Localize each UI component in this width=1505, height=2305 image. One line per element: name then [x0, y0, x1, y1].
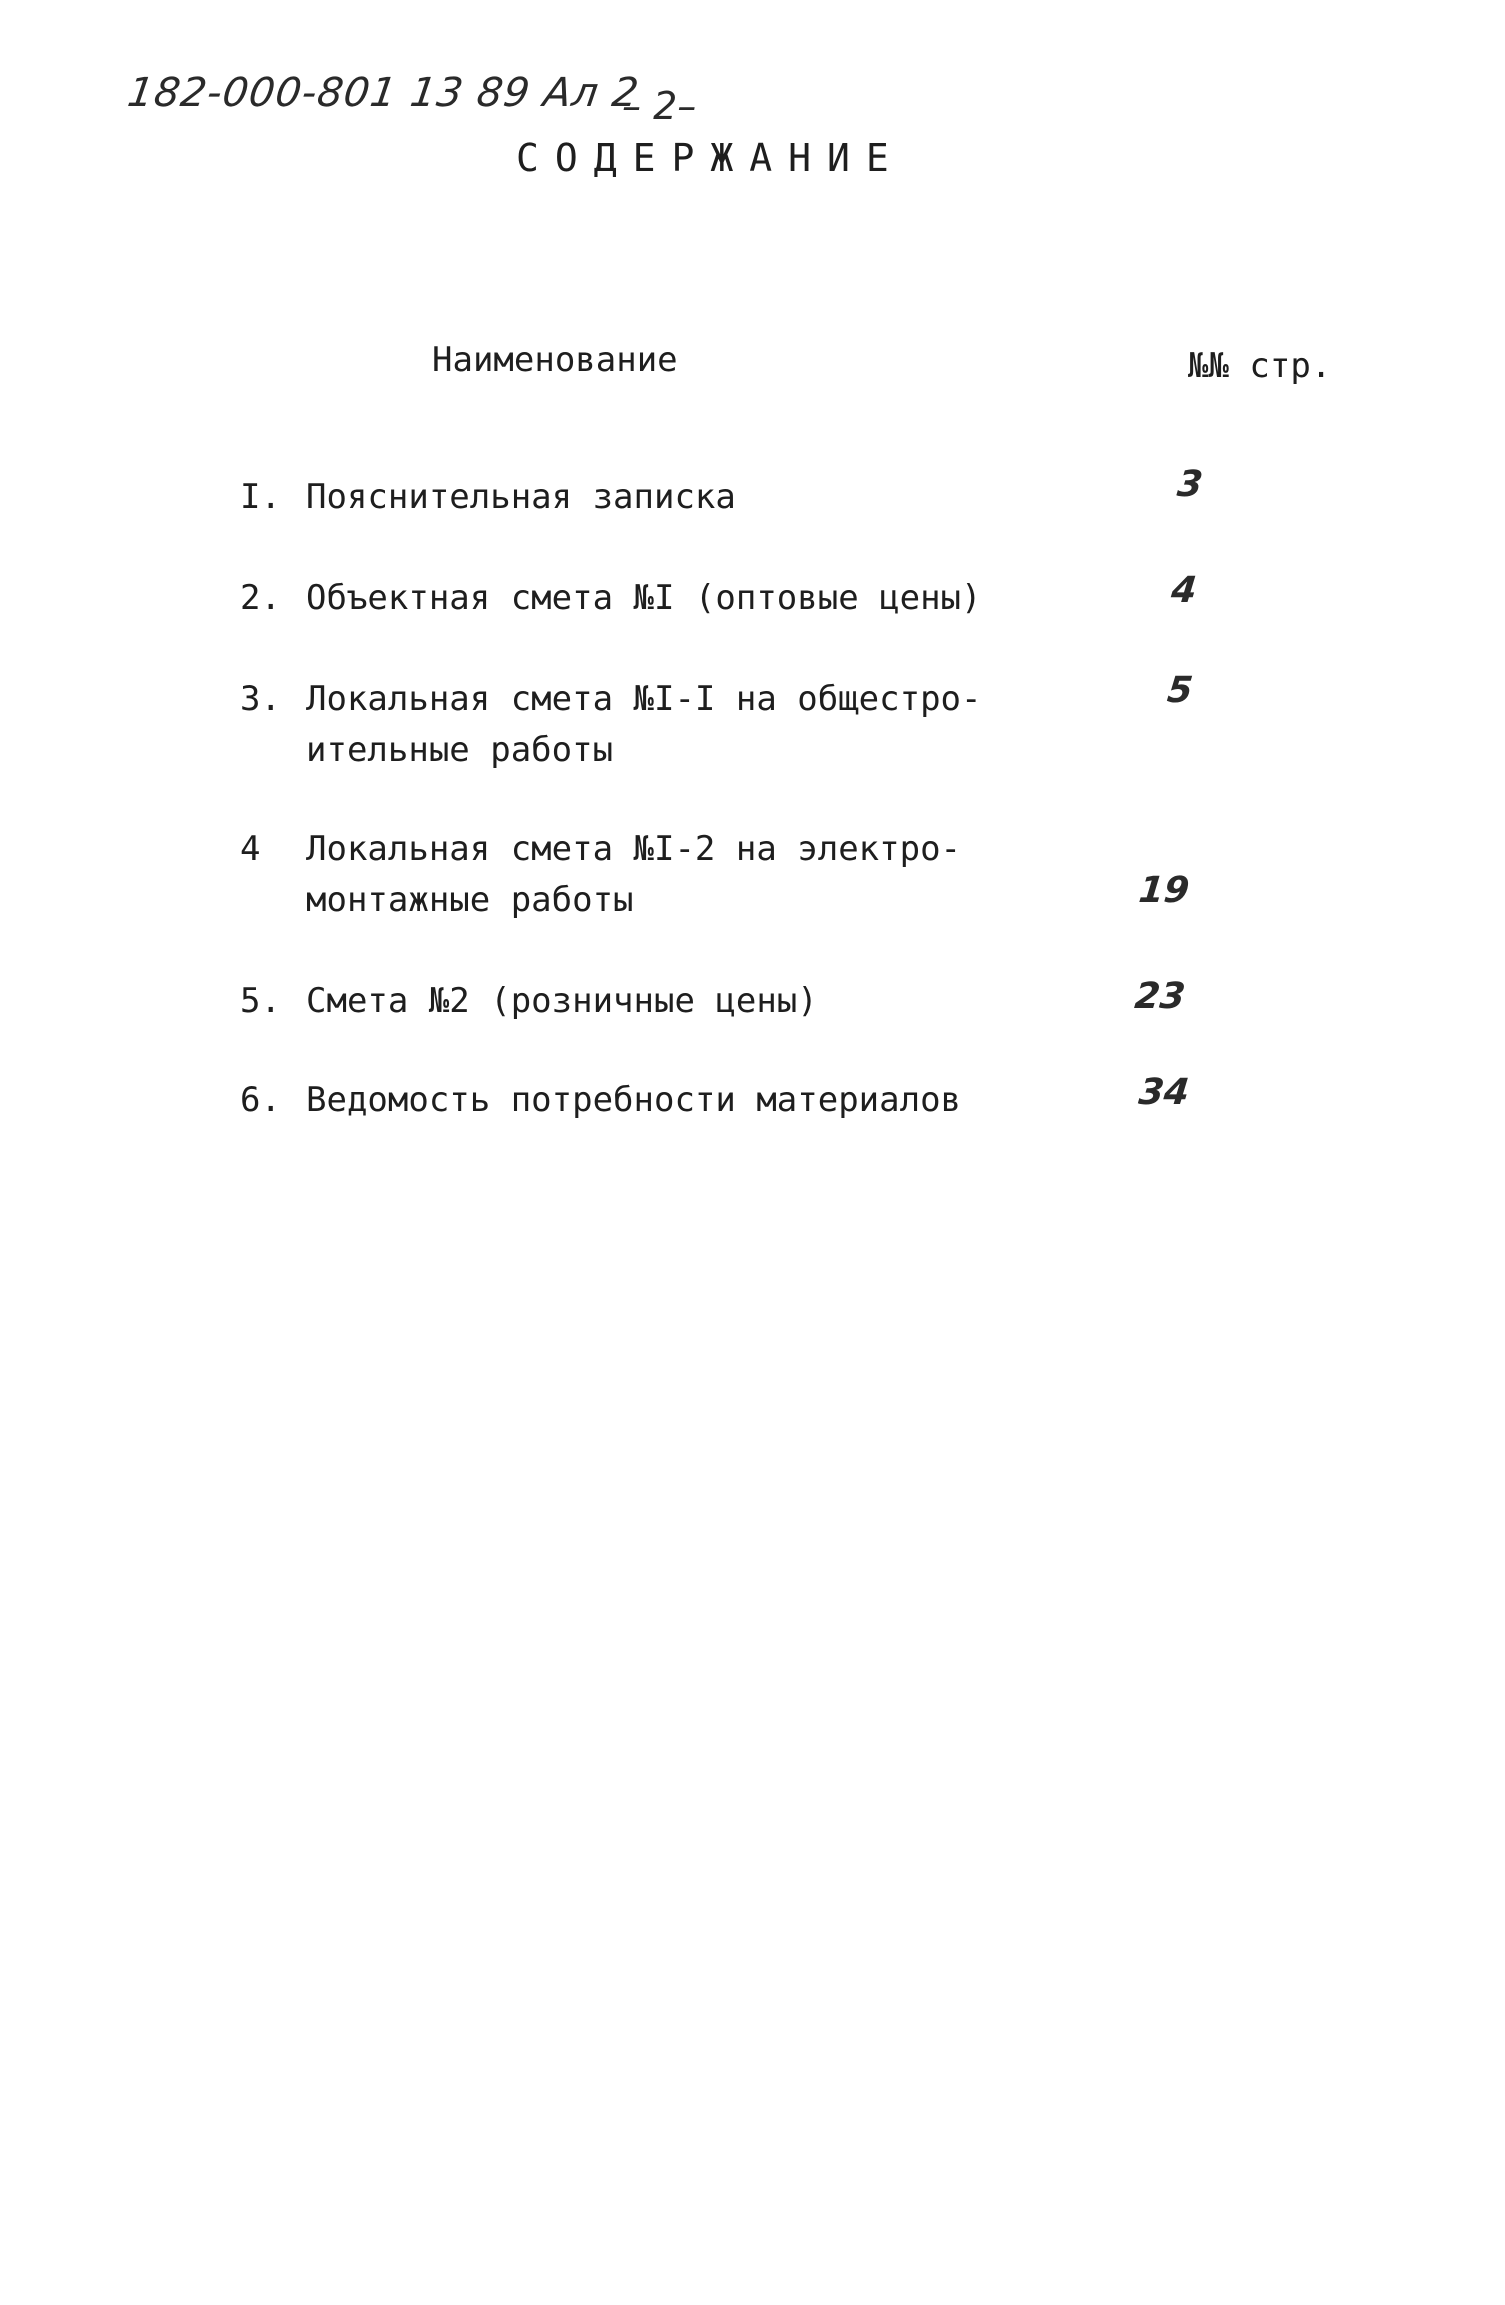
- toc-item-page: 4: [1169, 570, 1199, 611]
- toc-item-title: Ведомость потребности материалов: [306, 1080, 962, 1120]
- toc-item-page: 19: [1136, 870, 1192, 911]
- toc-item-title: Локальная смета №I-I на общестро- ительные работы: [306, 679, 982, 770]
- toc-item-number: 4: [240, 829, 261, 869]
- toc-item-number: 5.: [240, 981, 281, 1021]
- document-code: 182-000-801 13 89 Ал 2: [124, 70, 643, 116]
- toc-item-page: 5: [1165, 670, 1195, 711]
- toc-item-page: 23: [1132, 976, 1188, 1017]
- toc-item-page: 34: [1136, 1072, 1192, 1113]
- toc-header-page: №№ стр.: [1188, 346, 1332, 386]
- toc-item-number: I.: [240, 477, 281, 517]
- toc-item-number: 6.: [240, 1080, 281, 1120]
- toc-header-name: Наименование: [432, 340, 678, 380]
- toc-item-title: Объектная смета №I (оптовые цены): [306, 578, 982, 618]
- toc-item-number: 2.: [240, 578, 281, 618]
- toc-item-page: 3: [1175, 464, 1205, 505]
- toc-item-number: 3.: [240, 679, 281, 719]
- toc-item-title: Пояснительная записка: [306, 477, 736, 517]
- toc-item-title: Смета №2 (розничные цены): [306, 981, 818, 1021]
- page-title: СОДЕРЖАНИЕ: [516, 136, 905, 180]
- page-number: – 2–: [622, 84, 697, 128]
- toc-item-title: Локальная смета №I-2 на электро- монтажные работы: [306, 829, 962, 920]
